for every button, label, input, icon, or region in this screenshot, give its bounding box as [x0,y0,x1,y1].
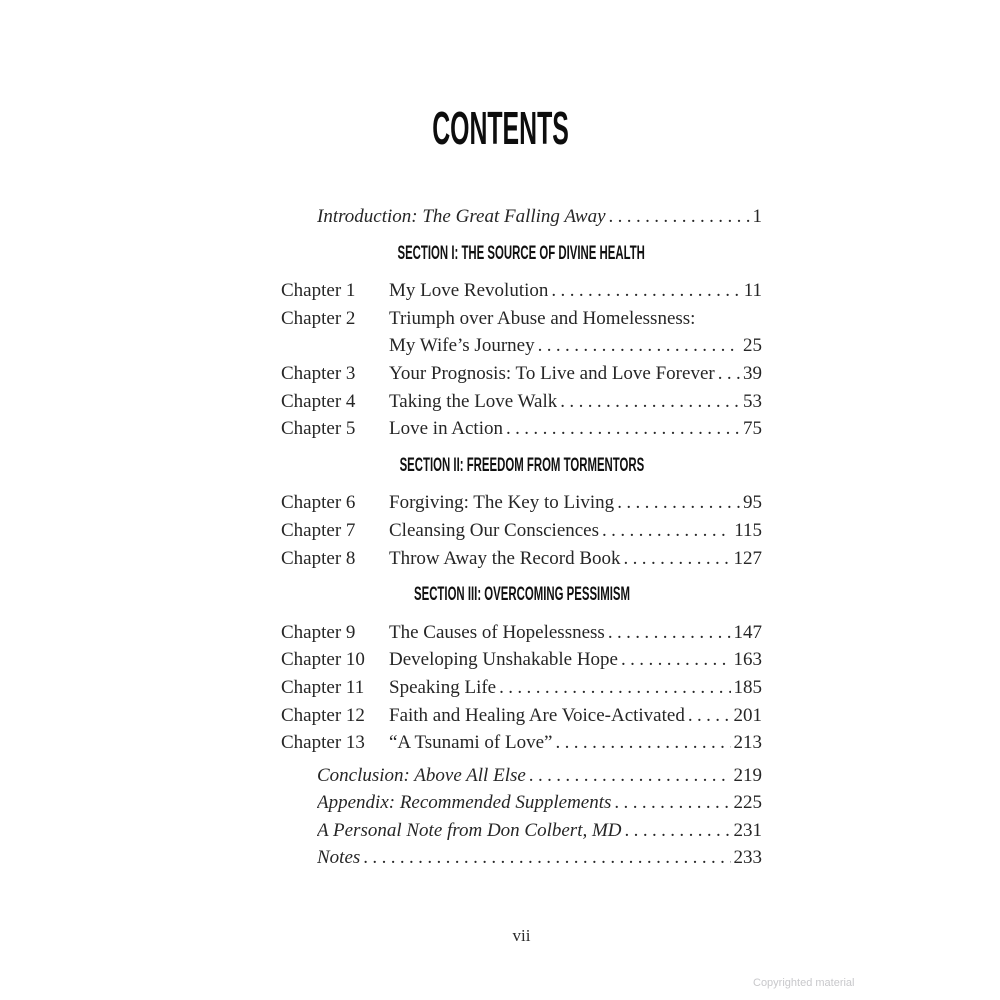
chapter-label: Chapter 4 [281,390,356,412]
page-title [0,0,1000,154]
chapter-label: Chapter 3 [281,362,356,384]
entry-title: Introduction: The Great Falling Away [317,206,606,227]
page-number: 213 [733,732,762,754]
table-of-contents [281,203,762,872]
entry-title: The Causes of Hopelessness [389,621,605,643]
chapter-label: Chapter 13 [281,732,365,754]
chapter-label: Chapter 8 [281,547,356,569]
page-number: 75 [743,418,762,440]
page-number: 95 [743,492,762,514]
toc-entry-chapter-5 [281,415,762,443]
chapter-label: Chapter 1 [281,280,356,302]
toc-entry-chapter-1 [281,277,762,305]
dot-leader [496,674,730,702]
chapter-label: Chapter 9 [281,621,356,643]
page-number: 147 [733,621,762,643]
dot-leader [526,762,731,790]
toc-entry-personal-note [281,817,762,845]
backmatter-list [281,762,762,872]
toc-entry-chapter-7 [281,517,762,545]
toc-entry-chapter-9 [281,619,762,647]
entry-title: Appendix: Recommended Supplements [317,792,612,814]
section-heading-3: SECTION III: OVERCOMING PESSIMISM [413,584,630,606]
toc-entry-chapter-3 [281,360,762,388]
entry-title: Taking the Love Walk [389,390,558,412]
page-number: 185 [733,676,762,698]
page-number: 1 [752,206,762,227]
dot-leader [715,360,740,388]
page-title-text: CONTENTS [431,102,569,154]
page-number: 201 [733,704,762,726]
entry-title: “A Tsunami of Love” [389,732,553,754]
dot-leader [503,415,740,443]
watermark-text: Copyrighted material [753,977,855,989]
toc-entry-conclusion [281,762,762,790]
toc-entry-chapter-12 [281,702,762,730]
entry-title: My Love Revolution [389,280,549,302]
entry-title: A Personal Note from Don Colbert, MD [317,819,622,841]
chapter-label: Chapter 10 [281,649,365,671]
dot-leader [614,489,740,517]
dot-leader [622,817,731,845]
page-number: 127 [733,547,762,569]
toc-entry-chapter-8 [281,545,762,573]
entry-title: Forgiving: The Key to Living [389,492,615,514]
entry-title: My Wife’s Journey [389,335,535,357]
toc-entry-chapter-11 [281,674,762,702]
toc-entry-chapter-6 [281,489,762,517]
entry-title: Faith and Healing Are Voice-Activated [389,704,685,726]
dot-leader [621,545,731,573]
section-heading-2: SECTION II: FREEDOM FROM TORMENTORS [399,454,644,476]
toc-entry-introduction [281,203,762,231]
toc-entry-chapter-4 [281,388,762,416]
page-number: 219 [733,764,762,786]
folio-page-number: vii [512,926,531,945]
page-number: 25 [743,335,762,357]
page-number: 225 [733,792,762,814]
entry-title: Speaking Life [389,676,497,698]
page-number: 39 [743,362,762,384]
toc-entry-appendix [281,789,762,817]
toc-entry-chapter-2-line-2 [281,332,762,360]
page-number: 233 [733,847,762,869]
toc-entry-chapter-13 [281,729,762,757]
toc-entry-chapter-10 [281,646,762,674]
chapter-label: Chapter 5 [281,418,356,440]
dot-leader [552,729,730,757]
entry-title: Triumph over Abuse and Homelessness: [389,307,696,329]
chapter-label: Chapter 6 [281,492,356,514]
entry-title: Cleansing Our Consciences [389,519,600,541]
dot-leader [605,619,731,647]
dot-leader [535,332,740,360]
page-number: 11 [743,280,762,302]
chapter-label: Chapter 7 [281,519,356,541]
chapter-label: Chapter 11 [281,676,365,698]
dot-leader [618,646,731,674]
entry-title: Throw Away the Record Book [389,547,621,569]
page-number: 115 [734,519,762,541]
toc-entry-chapter-2 [281,305,762,333]
dot-leader [360,844,730,872]
page-number: 163 [733,649,762,671]
entry-title: Notes [317,847,361,869]
entry-title: Your Prognosis: To Live and Love Forever [389,362,715,384]
page-number: 53 [743,390,762,412]
entry-title: Conclusion: Above All Else [317,764,526,786]
chapter-label: Chapter 2 [281,307,356,329]
page-number: 231 [733,819,762,841]
section-heading-1: SECTION I: THE SOURCE OF DIVINE HEALTH [397,242,646,264]
dot-leader [685,702,731,730]
chapter-label: Chapter 12 [281,704,365,726]
entry-title: Developing Unshakable Hope [389,649,618,671]
chapter-label-spacer [281,332,389,360]
toc-entry-notes [281,844,762,872]
dot-leader [548,277,740,305]
dot-leader [606,203,750,231]
dot-leader [557,388,740,416]
entry-title: Love in Action [389,418,503,440]
dot-leader [611,789,730,817]
dot-leader [599,517,731,545]
